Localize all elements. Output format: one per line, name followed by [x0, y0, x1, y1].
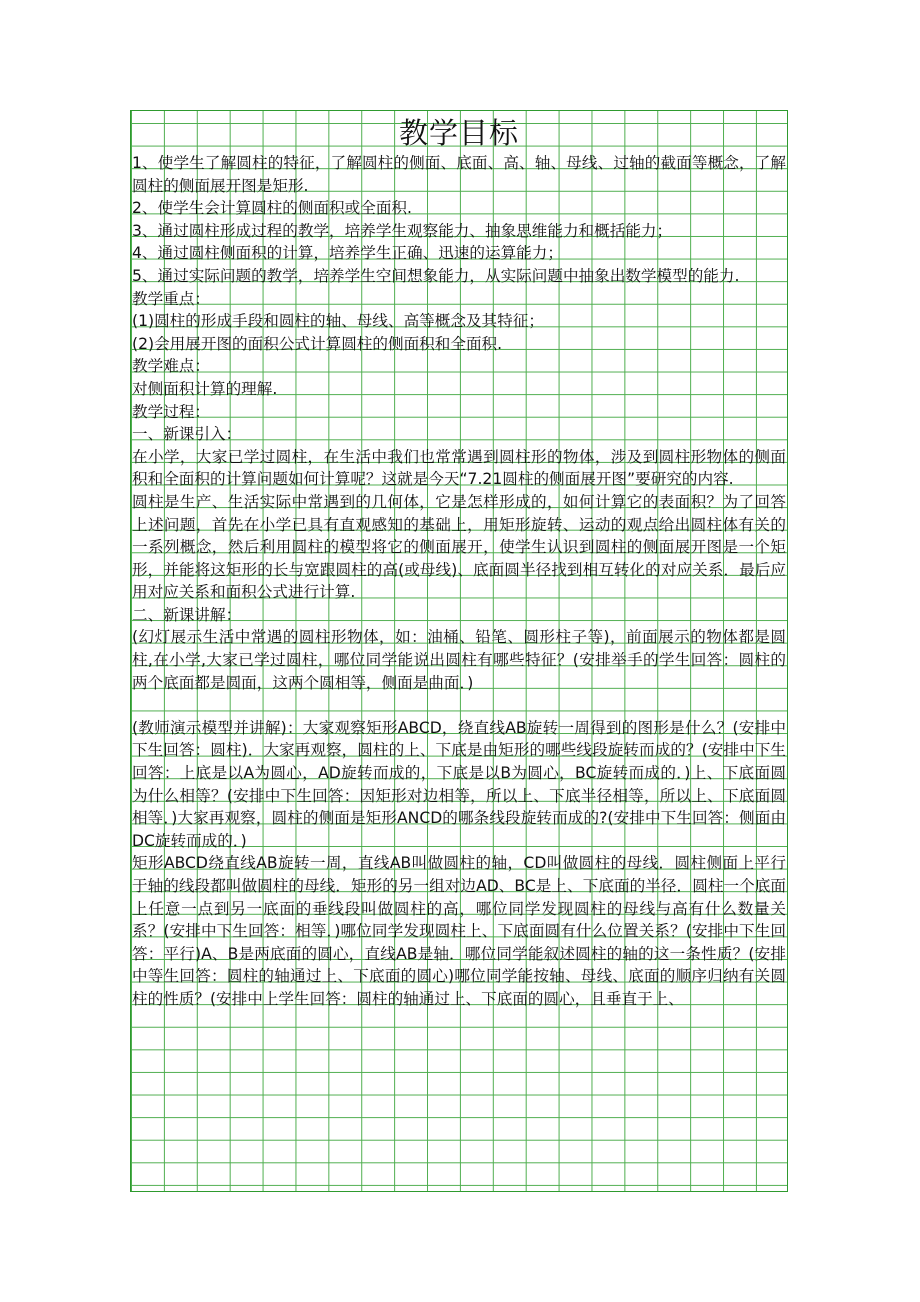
page-title: 教学目标: [398, 116, 519, 150]
goal-2: 2、使学生会计算圆柱的侧面积或全面积.: [132, 199, 412, 218]
goal-5: 5、通过实际问题的教学，培养学生空间想象能力，从实际问题中抽象出数学模型的能力.: [132, 266, 740, 285]
goal-1: 1、使学生了解圆柱的特征，了解圆柱的侧面、底面、高、轴、母线、过轴的截面等概念，了解圆柱的侧面展开图是矩形.: [132, 154, 786, 195]
lecture-paragraph-2: (教师演示模型并讲解)：大家观察矩形ABCD，绕直线AB旋转一周得到的图形是什么？(安排中下生回答：圆柱)．大家再观察，圆柱的上、下底是由矩形的哪些线段旋转而成的？(安排中下生回答：上底是以A为圆心，AD旋转而成的，下底是以B为圆心，BC旋转而成的．)上、下底面圆为什么相等？(安排中下生回答：因矩形对边相等，所以上、下底半径相等，所以上、下底面圆相等．)大家再观察，圆柱的侧面是矩形ANCD的哪条线段旋转而成的?(安排中下生回答：侧面由DC旋转而成的．): [132, 718, 786, 850]
key-points-heading: 教学重点：: [132, 289, 210, 308]
intro-paragraph-1: 在小学，大家已学过圆柱，在生活中我们也常常遇到圆柱形的物体，涉及到圆柱形物体的侧面积和全面积的计算问题如何计算呢？这就是今天“7.21圆柱的侧面展开图”要研究的内容.: [132, 447, 786, 489]
blank-line: [132, 694, 786, 717]
document-body: [132, 152, 786, 1011]
difficulty-text: 对侧面积计算的理解.: [132, 379, 278, 398]
goal-3: 3、通过圆柱形成过程的教学，培养学生观察能力、抽象思维能力和概括能力；: [132, 221, 673, 240]
difficulty-heading: 教学难点：: [132, 357, 210, 376]
lecture-paragraph-1: (幻灯展示生活中常遇的圆柱形物体，如：油桶、铅笔、圆形柱子等)，前面展示的物体都是圆柱,在小学,大家已学过圆柱，哪位同学能说出圆柱有哪些特征？(安排举手的学生回答：圆柱的两个底面都是圆面，这两个圆相等，侧面是曲面．): [132, 628, 786, 692]
lecture-paragraph-3: 矩形ABCD绕直线AB旋转一周，直线AB叫做圆柱的轴，CD叫做圆柱的母线．圆柱侧面上平行于轴的线段都叫做圆柱的母线．矩形的另一组对边AD、BC是上、下底面的半径．圆柱一个底面上任意一点到另一底面的垂线段叫做圆柱的高，哪位同学发现圆柱的母线与高有什么数量关系？(安排中下生回答：相等．)哪位同学发现圆柱上、下底面圆有什么位置关系？(安排中下生回答：平行)A、B是两底面的圆心，直线AB是轴．哪位同学能叙述圆柱的轴的这一条性质？(安排中等生回答：圆柱的轴通过上、下底面的圆心)哪位同学能按轴、母线、底面的顺序归纳有关圆柱的性质？(安排中上学生回答：圆柱的轴通过上、下底面的圆心，且垂直于上、: [132, 854, 786, 1008]
intro-paragraph-2: 圆柱是生产、生活实际中常遇到的几何体，它是怎样形成的，如何计算它的表面积？为了回答上述问题，首先在小学已具有直观感知的基础上，用矩形旋转、运动的观点给出圆柱体有关的一系列概念，然后利用圆柱的模型将它的侧面展开，使学生认识到圆柱的侧面展开图是一个矩形，并能将这矩形的长与宽跟圆柱的高(或母线)、底面圆半径找到相互转化的对应关系．最后应用对应关系和面积公式进行计算.: [132, 492, 786, 602]
key-point-1: (1)圆柱的形成手段和圆柱的轴、母线、高等概念及其特征；: [132, 312, 544, 331]
key-point-2: (2)会用展开图的面积公式计算圆柱的侧面积和全面积.: [132, 334, 503, 353]
goal-4: 4、通过圆柱侧面积的计算，培养学生正确、迅速的运算能力；: [132, 244, 563, 263]
grid-paper: [130, 110, 788, 1192]
process-heading: 教学过程：: [132, 402, 210, 421]
section-2-heading: 二、新课讲解：: [132, 605, 242, 624]
section-1-heading: 一、新课引入：: [132, 425, 242, 444]
